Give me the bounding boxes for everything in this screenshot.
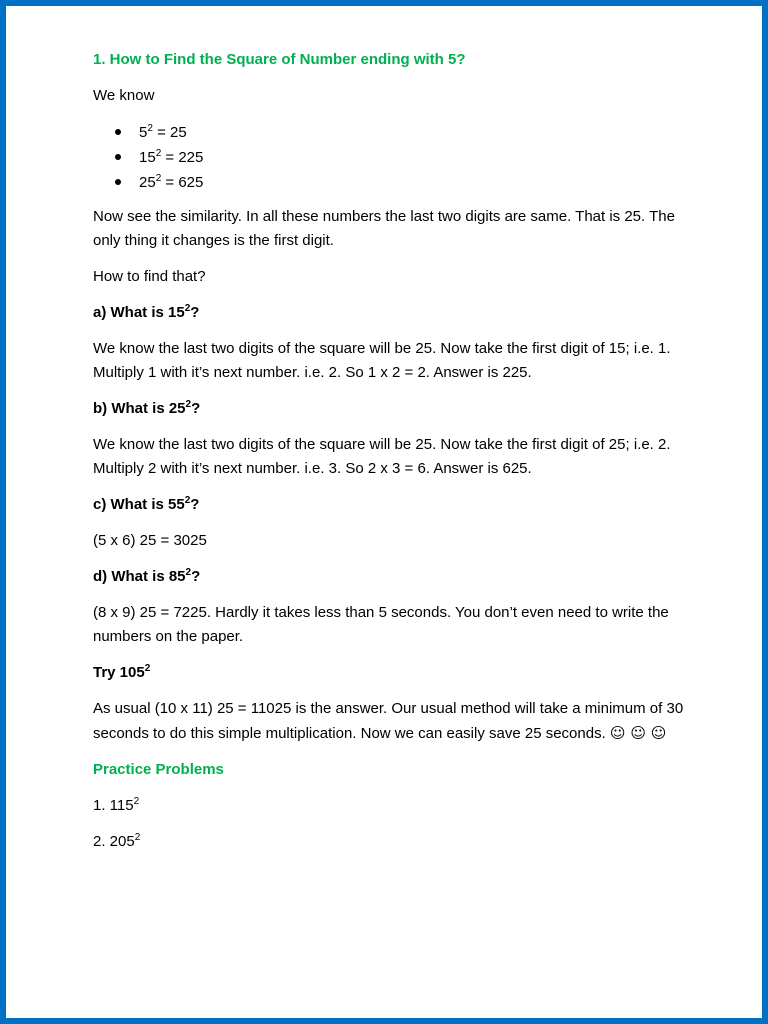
- question-text: a) What is 15: [93, 304, 185, 321]
- practice-problem: [93, 794, 693, 818]
- example-result: = 25: [152, 124, 187, 141]
- list-item: [93, 120, 693, 145]
- try-text: Try 105: [93, 664, 145, 681]
- document-body: [93, 48, 693, 866]
- practice-text: 1. 115: [93, 797, 134, 814]
- question-text: c) What is 55: [93, 496, 185, 513]
- question-mark: ?: [190, 304, 200, 321]
- example-base: 25: [139, 174, 156, 191]
- answer-c: (5 x 6) 25 = 3025: [93, 532, 207, 549]
- example-base: 15: [139, 149, 156, 166]
- practice-problem: [93, 830, 693, 854]
- question-a: [93, 301, 693, 325]
- try-answer: [93, 697, 693, 746]
- how-to-text: How to find that?: [93, 268, 206, 285]
- section-title: 1. How to Find the Square of Number ending with 5?: [93, 51, 466, 68]
- practice-exponent: 2: [134, 832, 141, 843]
- bullet-icon: [115, 129, 121, 135]
- example-exponent: 2: [155, 148, 162, 159]
- bullet-icon: [115, 154, 121, 160]
- bullet-icon: [115, 179, 121, 185]
- question-c: [93, 493, 693, 517]
- question-exponent: 2: [184, 495, 191, 506]
- answer-d: (8 x 9) 25 = 7225. Hardly it takes less than 5 seconds. You don’t even need to write the numbers on the paper.: [93, 604, 669, 645]
- list-item: [93, 170, 693, 195]
- example-exponent: 2: [155, 173, 162, 184]
- question-exponent: 2: [184, 303, 191, 314]
- question-text: d) What is 85: [93, 568, 186, 585]
- practice-title: Practice Problems: [93, 761, 224, 778]
- question-text: b) What is 25: [93, 400, 186, 417]
- example-result: = 625: [161, 174, 204, 191]
- question-mark: ?: [191, 400, 201, 417]
- try-heading: [93, 661, 693, 685]
- question-b: [93, 397, 693, 421]
- practice-text: 2. 205: [93, 833, 135, 850]
- example-exponent: 2: [147, 123, 153, 134]
- observation-text: Now see the similarity. In all these numbers the last two digits are same. That is 25. The only thing it changes is the first digit.: [93, 208, 675, 249]
- question-d: [93, 565, 693, 589]
- answer-b: We know the last two digits of the square will be 25. Now take the first digit of 25; i.e. 2. Multiply 2 with it’s next number. i.e. 3. So 2 x 3 = 6. Answer is 625.: [93, 436, 671, 477]
- smiley-icon: ☺ ☺ ☺: [609, 724, 667, 742]
- intro-text: We know: [93, 87, 155, 104]
- list-item: [93, 145, 693, 170]
- examples-list: [93, 120, 693, 195]
- question-exponent: 2: [185, 399, 192, 410]
- question-exponent: 2: [185, 567, 192, 578]
- try-answer-text: As usual (10 x 11) 25 = 11025 is the answer. Our usual method will take a minimum of 30 seconds to do this simple multiplication. Now we can easily save 25 seconds.: [93, 700, 684, 742]
- practice-exponent: 2: [133, 796, 140, 807]
- answer-a: We know the last two digits of the square will be 25. Now take the first digit of 15; i.e. 1. Multiply 1 with it’s next number. i.e. 2. So 1 x 2 = 2. Answer is 225.: [93, 340, 671, 381]
- question-mark: ?: [191, 568, 201, 585]
- question-mark: ?: [190, 496, 200, 513]
- example-base: 5: [139, 124, 148, 141]
- example-result: = 225: [161, 149, 204, 166]
- try-exponent: 2: [144, 663, 151, 674]
